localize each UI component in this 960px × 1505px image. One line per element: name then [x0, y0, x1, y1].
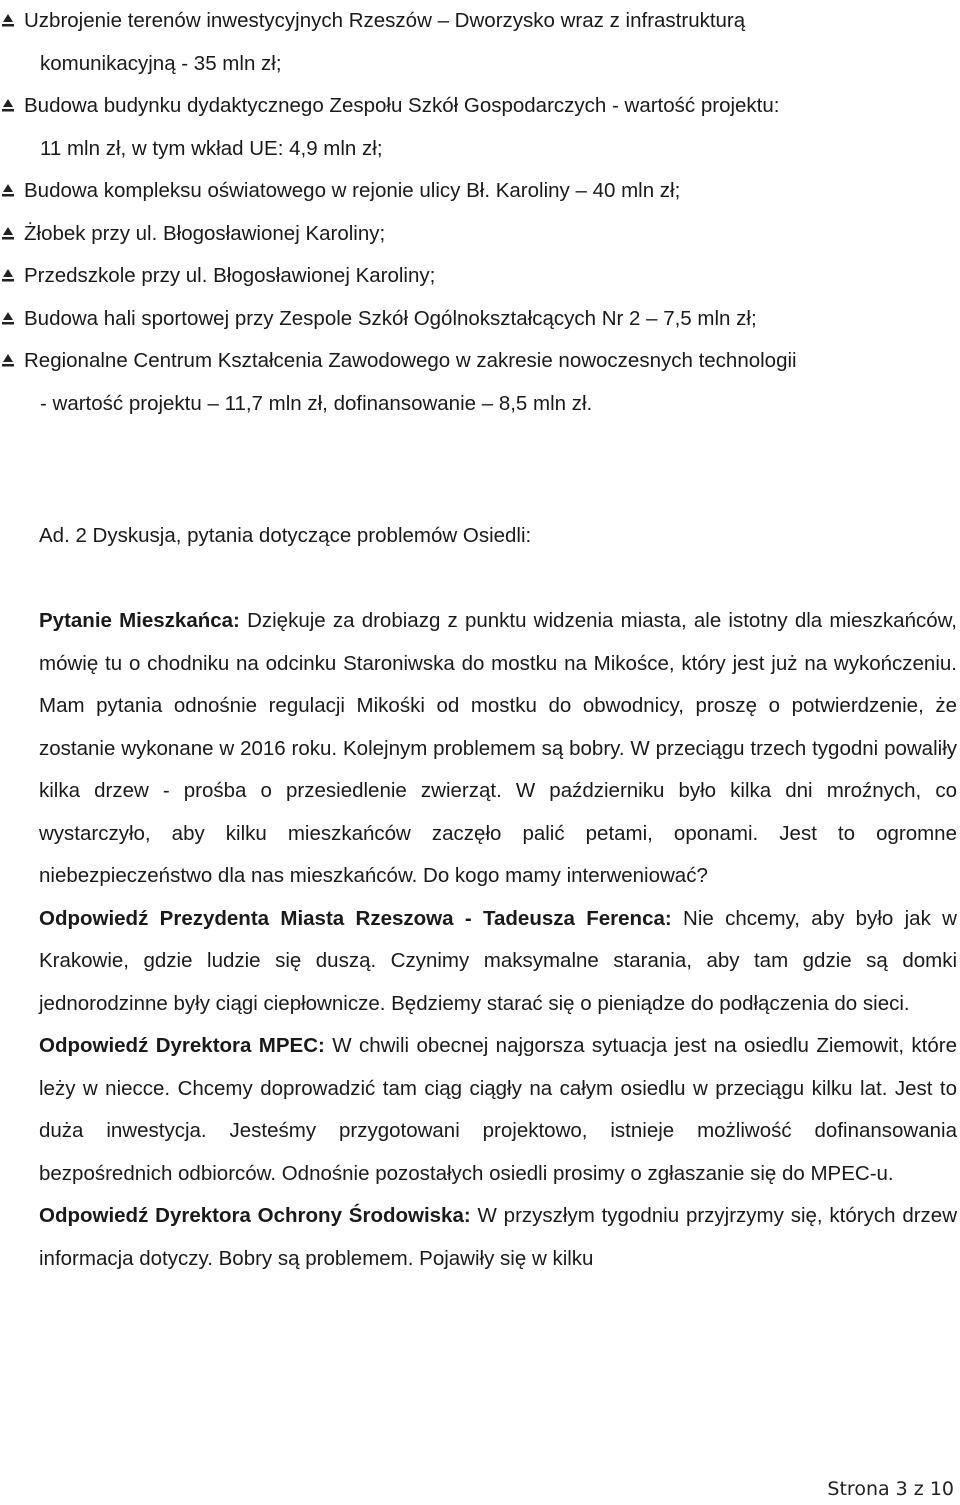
paragraph — [39, 600, 957, 898]
list-item-text: Regionalne Centrum Kształcenia Zawodowego w zakresie nowoczesnych technologii — [24, 349, 797, 372]
investment-list — [0, 0, 960, 425]
list-item-continuation: - wartość projektu – 11,7 mln zł, dofinansowanie – 8,5 mln zł. — [40, 391, 593, 415]
paragraph-text: Dziękuje za drobiazg z punktu widzenia miasta, ale istotny dla mieszkańców, mówię tu o chodniku na odcinku Staroniwska do mostku na Mikośce, który jest już na wykończeniu. Mam pytania odnośnie regulacji Mikośki od mostku do obwodnicy, proszę o potwierdzenie, że zostanie wykonane w 2016 roku. Kolejnym problemem są bobry. W przeciągu trzech tygodni powaliły kilka drzew - prośba o przesiedlenie zwierząt. W październiku było kilka dni mroźnych, co wystarczyło, aby kilku mieszkańców zaczęło palić petami, oponami. Jest to ogromne niebezpieczeństwo dla nas mieszkańców. Do kogo mamy interweniować? — [39, 609, 957, 887]
paragraph — [39, 1195, 957, 1280]
bullet-icon — [1, 353, 15, 369]
list-item — [0, 255, 960, 298]
paragraph — [39, 1025, 957, 1195]
speaker-label: Odpowiedź Prezydenta Miasta Rzeszowa - Tadeusza Ferenca: — [39, 906, 672, 930]
list-item — [0, 340, 960, 425]
list-item-text: Budowa budynku dydaktycznego Zespołu Szkół Gospodarczych - wartość projektu: — [24, 94, 780, 117]
bullet-icon — [1, 183, 15, 199]
paragraph-text: Nie chcemy, aby było jak w Krakowie, gdzie ludzie się duszą. Czynimy maksymalne starania, aby tam gdzie są domki jednorodzinne były ciągi ciepłownicze. Będziemy starać się o pieniądze do podłączenia do sieci. — [39, 906, 957, 1015]
bullet-icon — [1, 311, 15, 327]
section-heading: Ad. 2 Dyskusja, pytania dotyczące problemów Osiedli: — [39, 524, 532, 547]
bullet-icon — [1, 98, 15, 114]
list-item — [0, 170, 960, 213]
list-item-text: Żłobek przy ul. Błogosławionej Karoliny; — [24, 221, 386, 245]
paragraph-text: W chwili obecnej najgorsza sytuacja jest na osiedlu Ziemowit, które leży w niecce. Chcemy doprowadzić tam ciąg ciągły na całym osiedlu w przeciągu kilku lat. Jest to duża inwestycja. Jesteśmy przygotowani projektowo, istnieje możliwość dofinansowania bezpośrednich odbiorców. Odnośnie pozostałych osiedli prosimy o zgłaszanie się do MPEC-u. — [39, 1034, 957, 1185]
page-number: Strona 3 z 10 — [827, 1478, 954, 1500]
list-item — [0, 0, 960, 85]
list-item-text: Przedszkole przy ul. Błogosławionej Karoliny; — [24, 264, 436, 287]
list-item — [0, 213, 960, 256]
bullet-icon — [1, 268, 15, 284]
paragraph — [39, 898, 957, 1026]
list-item-text: Budowa hali sportowej przy Zespole Szkół Ogólnokształcących Nr 2 – 7,5 mln zł; — [24, 306, 757, 330]
list-item-text: Uzbrojenie terenów inwestycyjnych Rzeszów – Dworzysko wraz z infrastrukturą — [24, 9, 746, 32]
list-item-text: Budowa kompleksu oświatowego w rejonie ulicy Bł. Karoliny – 40 mln zł; — [24, 179, 681, 202]
bullet-icon — [1, 226, 15, 242]
speaker-label: Odpowiedź Dyrektora MPEC: — [39, 1034, 325, 1057]
bullet-icon — [1, 13, 15, 29]
discussion-body — [39, 600, 957, 1280]
speaker-label: Odpowiedź Dyrektora Ochrony Środowiska: — [39, 1204, 471, 1227]
paragraph-text: W przyszłym tygodniu przyjrzymy się, których drzew informacja dotyczy. Bobry są problemem. Pojawiły się w kilku — [39, 1204, 957, 1270]
list-item-continuation: komunikacyjną - 35 mln zł; — [40, 51, 282, 75]
list-item-continuation: 11 mln zł, w tym wkład UE: 4,9 mln zł; — [40, 136, 383, 160]
list-item — [0, 298, 960, 341]
speaker-label: Pytanie Mieszkańca: — [39, 609, 240, 632]
list-item — [0, 85, 960, 170]
